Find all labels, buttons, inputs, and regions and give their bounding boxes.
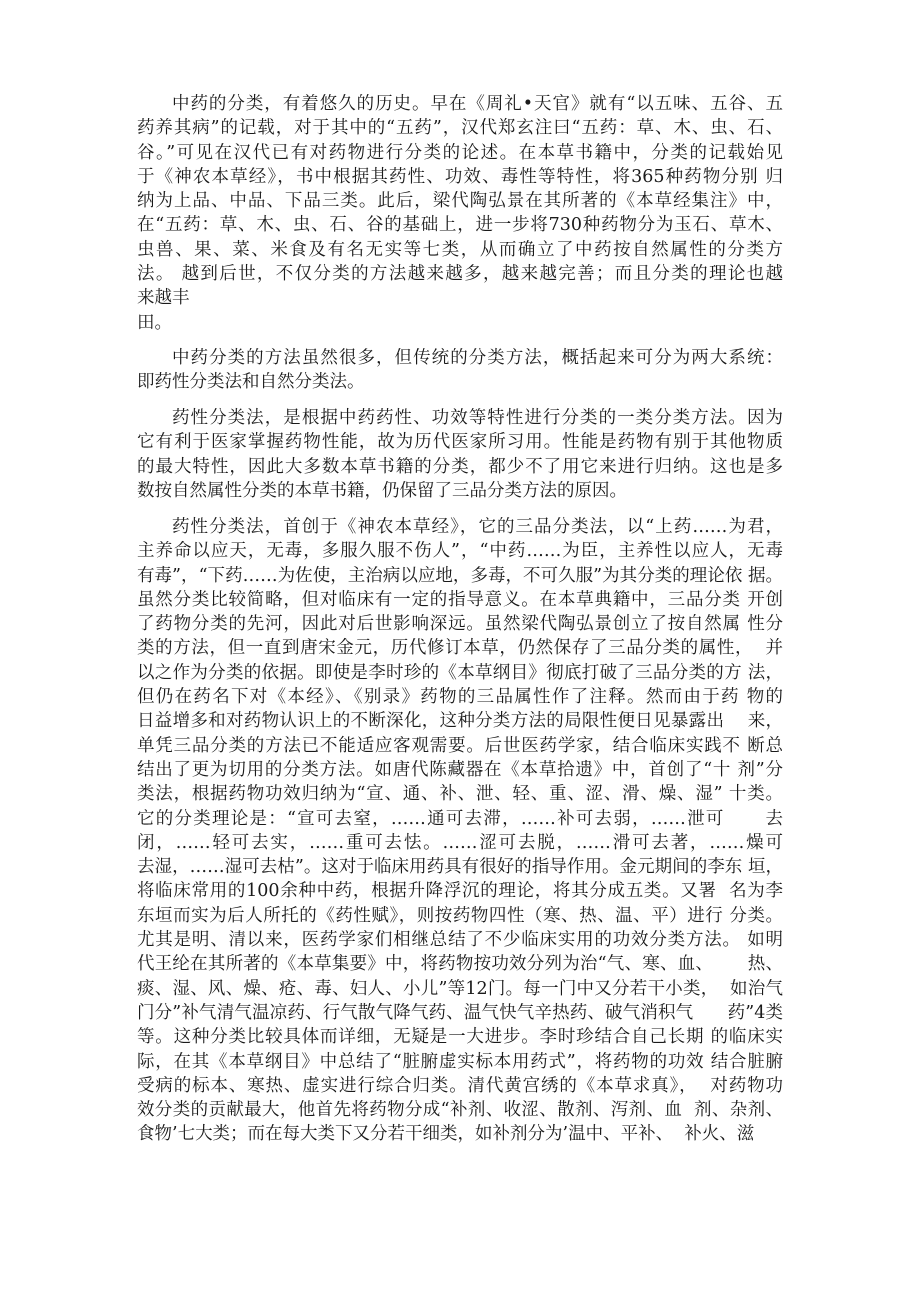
text-line: 结出了更为切用的分类方法。如唐代陈藏器在《本草拾遗》中，首创了“十 剂”分 bbox=[137, 759, 783, 780]
text-line: 纳为上品、中品、下品三类。此后，梁代陶弘景在其所著的《本草经集注》中， bbox=[137, 191, 783, 212]
text-line: 它的分类理论是：“宣可去窒，……通可去滞，……补可去弱，……泄可 去 bbox=[137, 808, 783, 829]
text-line: 食物’七大类；而在每大类下又分若干细类，如补剂分为’温中、平补、 补火、滋 bbox=[137, 1124, 755, 1145]
text-line: 中药分类的方法虽然很多，但传统的分类方法，概括起来可分为两大系统： bbox=[172, 348, 783, 368]
text-line: 法。 越到后世，不仅分类的方法越来越多，越来越完善；而且分类的理论也越 bbox=[137, 264, 783, 285]
text-line: 日益增多和对药物认识上的不断深化，这种分类方法的局限性便日见暴露出 来， bbox=[137, 711, 783, 732]
text-line: 受病的标本、寒热、虚实进行综合归类。清代黄宫绣的《本草求真》， 对药物功 bbox=[137, 1075, 783, 1096]
text-line: 虽然分类比较简略，但对临床有一定的指导意义。在本草典籍中，三品分类 开创 bbox=[137, 589, 783, 610]
text-line: 田。 bbox=[137, 312, 172, 333]
text-line: 它有利于医家掌握药物性能，故为历代医家所习用。性能是药物有别于其他物质 bbox=[137, 432, 783, 453]
text-line: 单凭三品分类的方法已不能适应客观需要。后世医药学家，结合临床实践不 断总 bbox=[137, 735, 783, 756]
text-line: 尤其是明、清以来，医药学家们相继总结了不少临床实用的功效分类方法。 如明 bbox=[137, 930, 783, 951]
text-line: 效分类的贡献最大，他首先将药物分成“补剂、收涩、散剂、泻剂、血 剂、杂剂、 bbox=[137, 1100, 783, 1121]
text-line: 痰、湿、风、燥、疮、毒、妇人、小儿”等12门。每一门中又分若干小类， 如治气 bbox=[137, 978, 783, 999]
text-line: 门分”补气清气温凉药、行气散气降气药、温气快气辛热药、破气消积气 药”4类 bbox=[137, 1002, 783, 1023]
paragraph-property-classification bbox=[137, 406, 783, 503]
paragraph-classification-history bbox=[137, 92, 783, 335]
text-line: 在“五药：草、木、虫、石、谷的基础上，进一步将730种药物分为玉石、草木、 bbox=[137, 215, 783, 236]
text-line: 药性分类法，是根据中药药性、功效等特性进行分类的一类分类方法。因为 bbox=[172, 408, 783, 428]
text-line: 数按自然属性分类的本草书籍，仍保留了三品分类方法的原因。 bbox=[137, 480, 627, 501]
text-line: 有毒”，“下药……为佐使，主治病以应地，多毒，不可久服”为其分类的理论依 据。 bbox=[137, 565, 783, 586]
text-line: 等。这种分类比较具体而详细，无疑是一大进步。李时珍结合自己长期 的临床实 bbox=[137, 1027, 783, 1048]
text-line: 虫兽、果、菜、米食及有名无实等七类，从而确立了中药按自然属性的分类方 bbox=[137, 239, 783, 260]
text-line: 了药物分类的先河，因此对后世影响深远。虽然梁代陶弘景创立了按自然属 性分 bbox=[137, 614, 783, 635]
text-line: 于《神农本草经》，书中根据其药性、功效、毒性等特性，将365种药物分别 归 bbox=[137, 166, 783, 187]
text-line: 闭，……轻可去实，……重可去怯。……涩可去脱，……滑可去著，……燥可 bbox=[137, 832, 783, 853]
text-line: 即药性分类法和自然分类法。 bbox=[137, 372, 365, 393]
text-line: 去湿，……湿可去枯”。这对于临床用药具有很好的指导作用。金元期间的李东 垣， bbox=[137, 857, 783, 878]
text-line: 类的方法，但一直到唐宋金元，历代修订本草，仍然保存了三品分类的属性， 并 bbox=[137, 638, 783, 659]
text-line: 来越丰 bbox=[137, 288, 190, 309]
text-line: 将临床常用的100余种中药，根据升降浮沉的理论，将其分成五类。又署 名为李 bbox=[137, 881, 783, 902]
text-line: 谷。”可见在汉代已有对药物进行分类的论述。在本草书籍中，分类的记载始见 bbox=[137, 142, 783, 163]
text-line: 主养命以应天，无毒，多服久服不伤人”，“中药……为臣，主养性以应人，无毒 bbox=[137, 541, 783, 562]
text-line: 药养其病”的记载，对于其中的“五药”，汉代郑玄注曰“五药：草、木、虫、石、 bbox=[137, 118, 783, 139]
text-line: 但仍在药名下对《本经》、《别录》药物的三品属性作了注释。然而由于药 物的 bbox=[137, 687, 783, 708]
text-line: 以之作为分类的依据。即使是李时珍的《本草纲目》彻底打破了三品分类的方 法， bbox=[137, 662, 783, 683]
paragraph-two-systems bbox=[137, 346, 783, 395]
text-line: 中药的分类，有着悠久的历史。早在《周礼•天官》就有“以五味、五谷、五 bbox=[172, 94, 783, 114]
text-line: 类法，根据药物功效归纳为“宣、通、补、泄、轻、重、涩、滑、燥、湿” 十类。 bbox=[137, 784, 783, 805]
paragraph-three-grade-classification bbox=[137, 515, 783, 1147]
text-line: 代王纶在其所著的《本草集要》中，将药物按功效分列为治“气、寒、血、 热、 bbox=[137, 954, 783, 975]
text-line: 际，在其《本草纲目》中总结了“脏腑虚实标本用药式”，将药物的功效 结合脏腑 bbox=[137, 1051, 783, 1072]
text-line: 药性分类法，首创于《神农本草经》，它的三品分类法，以“上药……为君， bbox=[172, 517, 783, 537]
text-line: 的最大特性，因此大多数本草书籍的分类，都少不了用它来进行归纳。这也是多 bbox=[137, 456, 783, 477]
text-line: 东垣而实为后人所托的《药性赋》，则按药物四性（寒、热、温、平）进行 分类。 bbox=[137, 905, 783, 926]
